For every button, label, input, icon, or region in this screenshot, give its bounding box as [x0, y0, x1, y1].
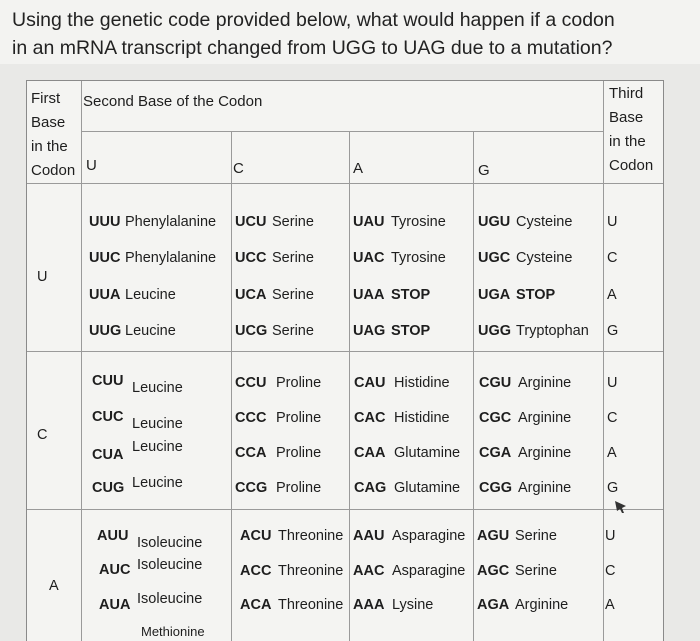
header-text: Third [609, 85, 644, 102]
codon: UAU [353, 214, 385, 230]
codon: UGA [478, 287, 511, 303]
amino-acid: Phenylalanine [125, 250, 217, 266]
codon: ACA [240, 597, 272, 613]
amino-acid: Leucine [132, 475, 183, 491]
amino-acid: Threonine [278, 528, 344, 544]
question-banner [0, 0, 700, 64]
amino-acid: Serine [272, 214, 314, 230]
third-base-label: U [605, 528, 616, 544]
header-text: Base [609, 109, 644, 126]
grid-line [81, 81, 82, 641]
codon: UGC [478, 250, 511, 266]
amino-acid: Serine [272, 323, 314, 339]
third-base-label: G [607, 480, 619, 496]
amino-acid: Cysteine [516, 214, 573, 230]
amino-acid: STOP [516, 287, 556, 303]
amino-acid: Threonine [278, 563, 344, 579]
codon: UUG [89, 323, 122, 339]
amino-acid: Glutamine [394, 480, 461, 496]
codon: AUC [99, 562, 131, 578]
third-base-label: A [605, 597, 615, 613]
codon: CAA [354, 445, 386, 461]
amino-acid: Serine [515, 528, 557, 544]
codon: CAC [354, 410, 386, 426]
amino-acid: Leucine [132, 439, 183, 455]
amino-acid: STOP [391, 323, 431, 339]
codon: AGA [477, 597, 510, 613]
amino-acid: Proline [276, 410, 322, 426]
arrow-icon [613, 499, 629, 515]
header-text: in the [609, 133, 646, 150]
amino-acid: Arginine [515, 597, 569, 613]
codon: AAA [353, 597, 385, 613]
codon: CCA [235, 445, 267, 461]
codon: AGC [477, 563, 510, 579]
codon: CAU [354, 375, 386, 391]
codon: UCG [235, 323, 268, 339]
codon: UGG [478, 323, 512, 339]
amino-acid: Cysteine [516, 250, 573, 266]
codon: CCC [235, 410, 267, 426]
question-line-1: Using the genetic code provided below, what would happen if a codon [12, 9, 615, 31]
amino-acid: Tyrosine [391, 250, 446, 266]
codon: ACC [240, 563, 272, 579]
codon: AUU [97, 528, 129, 544]
codon: UUA [89, 287, 121, 303]
amino-acid: Isoleucine [137, 591, 203, 607]
amino-acid: Asparagine [392, 528, 466, 544]
amino-acid: Histidine [394, 410, 450, 426]
third-base-label: C [607, 250, 618, 266]
amino-acid: Serine [515, 563, 557, 579]
codon: CGC [479, 410, 512, 426]
amino-acid: Threonine [278, 597, 344, 613]
codon: AAC [353, 563, 385, 579]
codon: AUA [99, 597, 131, 613]
codon: CUU [92, 373, 124, 389]
first-base-label-c: C [37, 427, 48, 443]
amino-acid: Proline [276, 375, 322, 391]
amino-acid: Arginine [518, 375, 572, 391]
codon: ACU [240, 528, 272, 544]
header-text: Codon [31, 162, 76, 179]
amino-acid: Histidine [394, 375, 450, 391]
grid-line [27, 351, 663, 352]
amino-acid: Proline [276, 480, 322, 496]
grid-line [603, 81, 604, 641]
codon: CUC [92, 409, 124, 425]
codon: CAG [354, 480, 387, 496]
amino-acid: Glutamine [394, 445, 461, 461]
amino-acid: Proline [276, 445, 322, 461]
amino-acid: Arginine [518, 445, 572, 461]
third-base-label: U [607, 214, 618, 230]
grid-line [27, 509, 663, 510]
codon: AGU [477, 528, 510, 544]
column-header-g: G [478, 162, 490, 179]
header-text: in the [31, 138, 68, 155]
codon: CGA [479, 445, 512, 461]
grid-line [27, 183, 663, 184]
column-header-a: A [353, 160, 364, 177]
codon: UGU [478, 214, 511, 230]
amino-acid: Isoleucine [137, 557, 203, 573]
amino-acid: Tyrosine [391, 214, 446, 230]
third-base-label: A [607, 445, 617, 461]
codon: UCC [235, 250, 267, 266]
amino-acid: Serine [272, 250, 314, 266]
codon: CCU [235, 375, 267, 391]
third-base-label: U [607, 375, 618, 391]
third-base-label: C [607, 410, 618, 426]
second-base-header: Second Base of the Codon [83, 93, 263, 110]
header-text: Codon [609, 157, 654, 174]
codon: UCA [235, 287, 267, 303]
third-base-label: A [607, 287, 617, 303]
grid-line [349, 131, 350, 641]
amino-acid: Arginine [518, 410, 572, 426]
codon: CUG [92, 480, 125, 496]
codon: CUA [92, 447, 124, 463]
amino-acid: Methionine [141, 624, 205, 639]
first-base-label-a: A [49, 578, 59, 594]
amino-acid: Tryptophan [516, 323, 589, 339]
codon: UCU [235, 214, 267, 230]
grid-line [81, 131, 603, 132]
amino-acid: STOP [391, 287, 431, 303]
codon: UAC [353, 250, 385, 266]
amino-acid: Leucine [125, 323, 176, 339]
codon: CGG [479, 480, 513, 496]
amino-acid: Leucine [132, 380, 183, 396]
codon: UAA [353, 287, 385, 303]
third-base-label: C [605, 563, 616, 579]
codon: UUU [89, 214, 121, 230]
amino-acid: Isoleucine [137, 535, 203, 551]
grid-line [231, 131, 232, 641]
codon: UUC [89, 250, 121, 266]
header-text: First [31, 90, 61, 107]
first-base-label-u: U [37, 269, 48, 285]
amino-acid: Phenylalanine [125, 214, 217, 230]
question-line-2: in an mRNA transcript changed from UGG to UAG due to a mutation? [12, 37, 613, 59]
codon: CGU [479, 375, 512, 391]
column-header-u: U [86, 157, 97, 174]
amino-acid: Lysine [392, 597, 434, 613]
amino-acid: Asparagine [392, 563, 466, 579]
column-header-c: C [233, 160, 244, 177]
genetic-code-table [26, 80, 664, 641]
codon: UAG [353, 323, 386, 339]
codon: CCG [235, 480, 268, 496]
question-text [12, 6, 692, 62]
grid-line [473, 131, 474, 641]
amino-acid: Arginine [518, 480, 572, 496]
third-base-label: G [607, 323, 619, 339]
codon: AAU [353, 528, 385, 544]
amino-acid: Leucine [125, 287, 176, 303]
header-text: Base [31, 114, 66, 131]
amino-acid: Leucine [132, 416, 183, 432]
amino-acid: Serine [272, 287, 314, 303]
